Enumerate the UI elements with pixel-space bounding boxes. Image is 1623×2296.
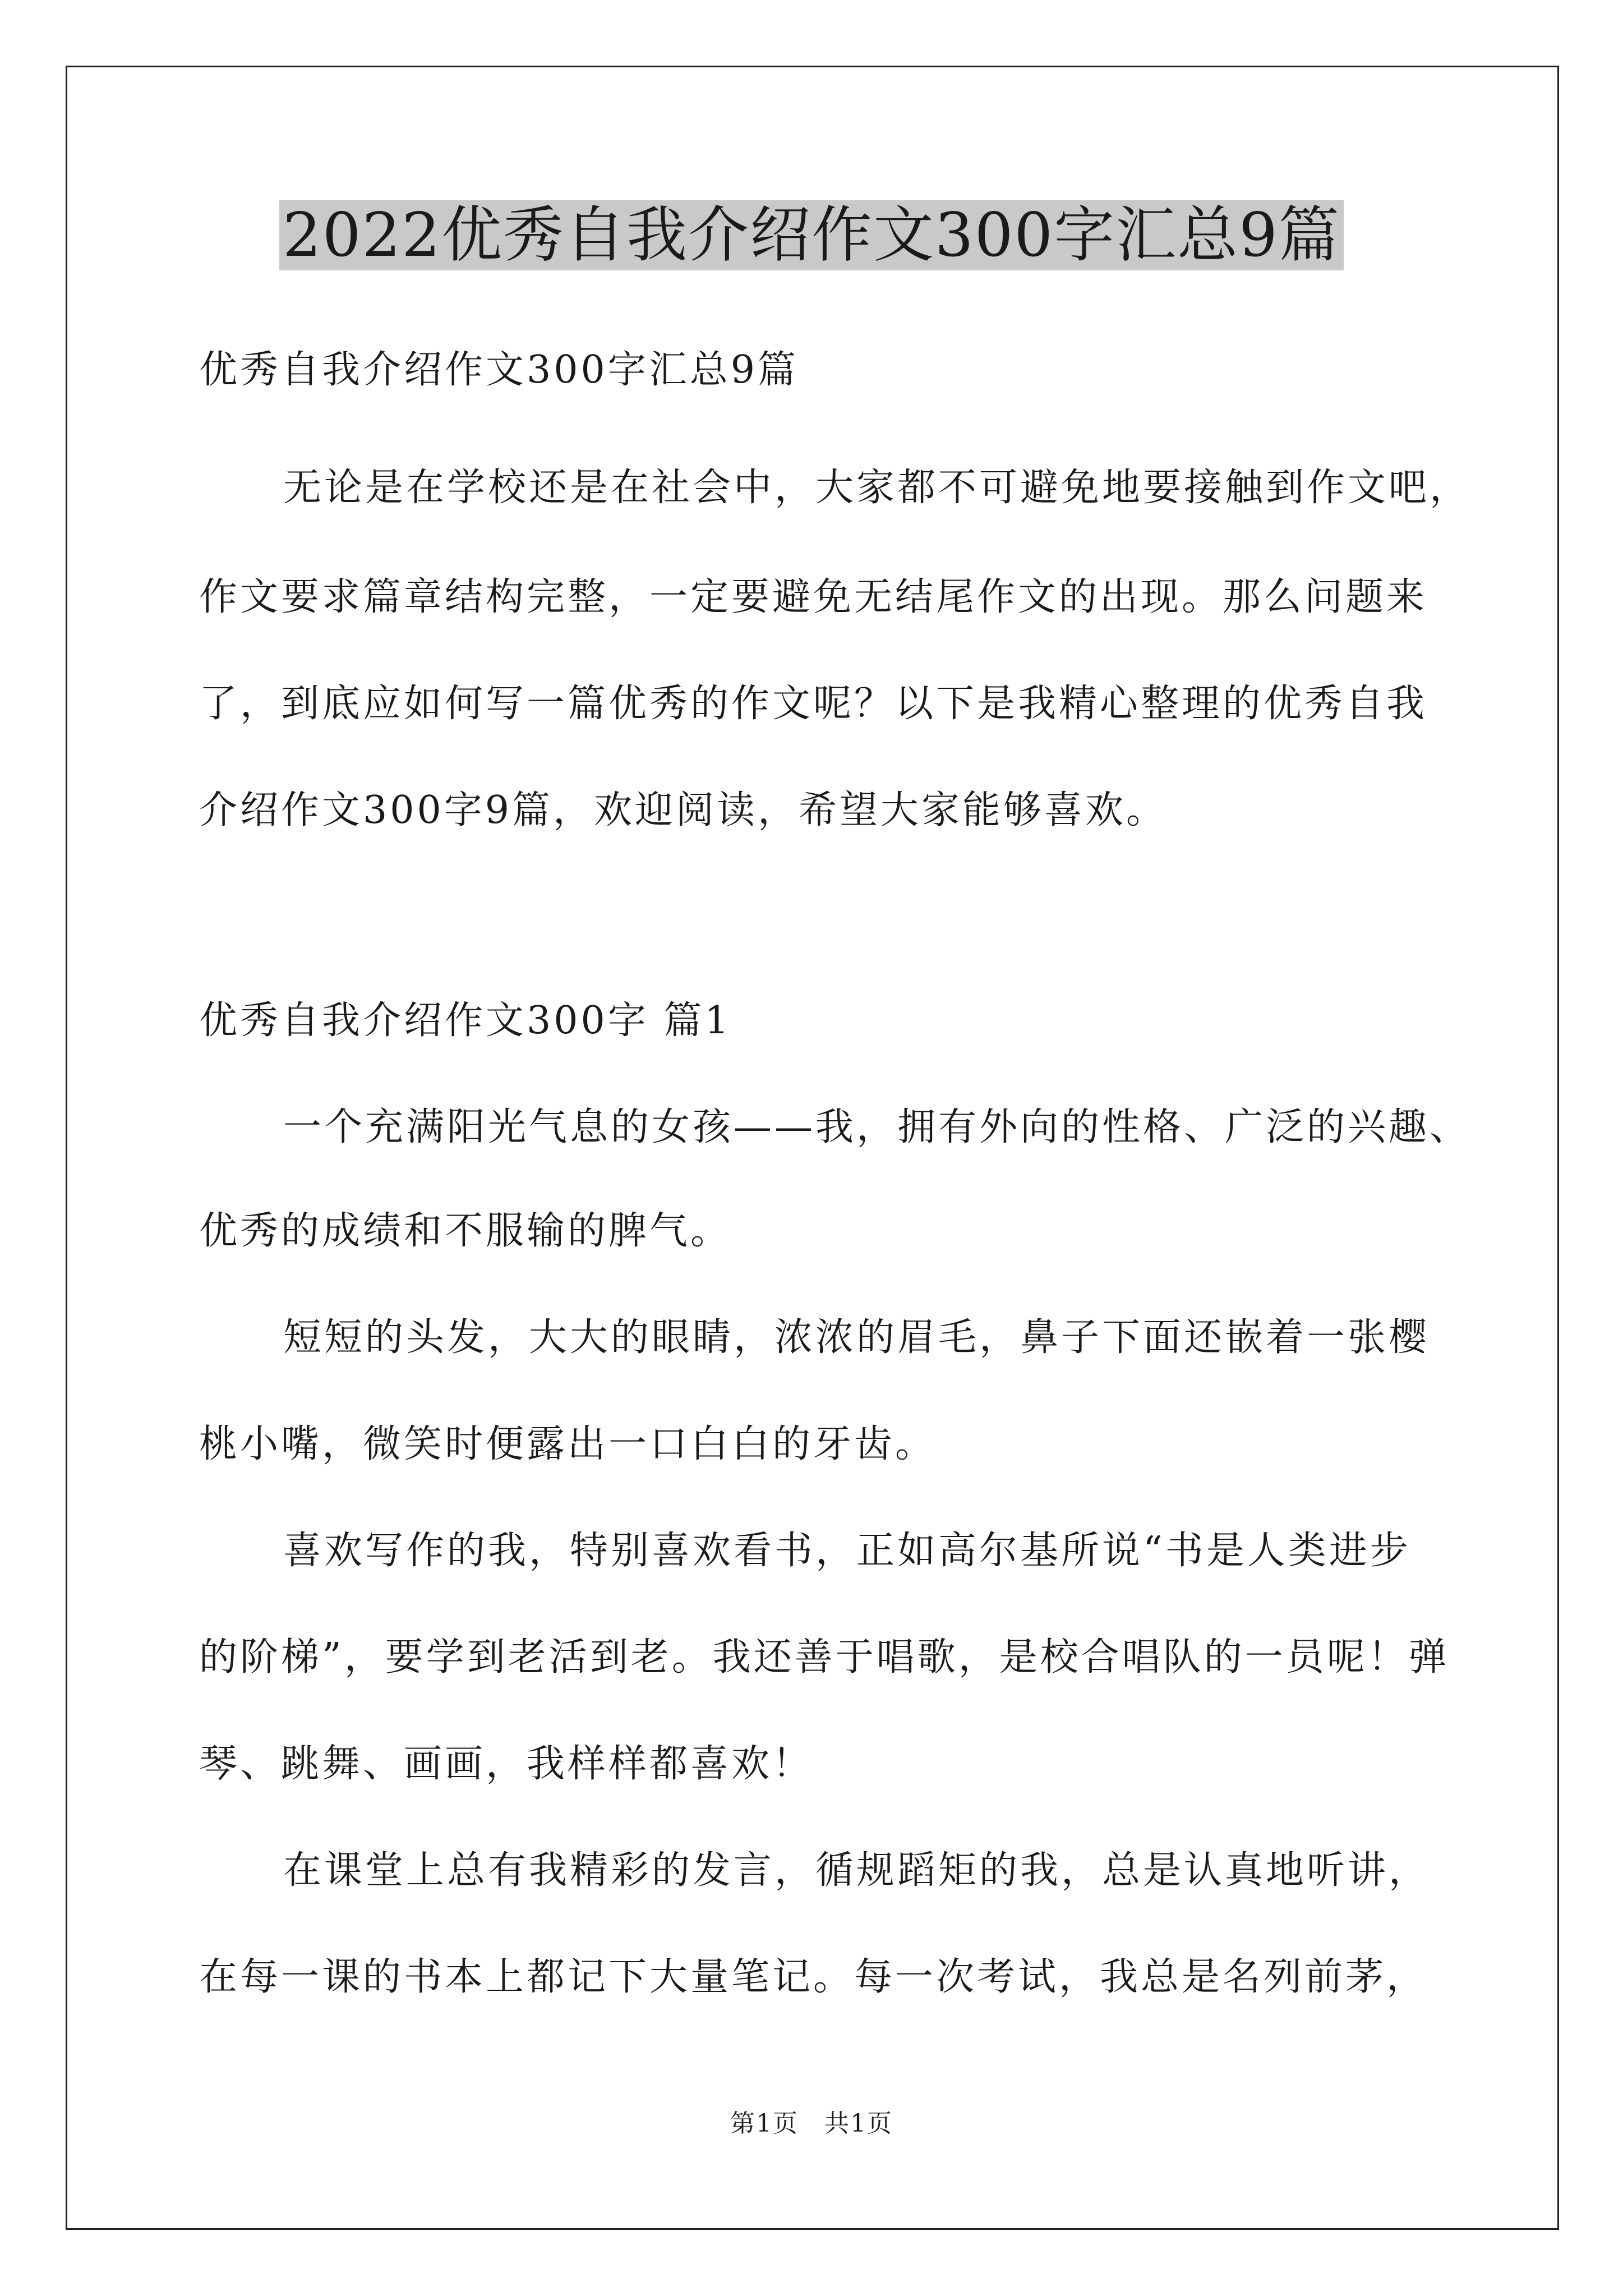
page-footer: 第1页 共1页 <box>730 2109 893 2138</box>
body-line: 琴、跳舞、画画，我样样都喜欢！ <box>199 1742 814 1786</box>
body-line: 的阶梯”，要学到老活到老。我还善于唱歌，是校合唱队的一员呢！弹 <box>199 1635 1450 1680</box>
intro-line: 无论是在学校还是在社会中，大家都不可避免地要接触到作文吧， <box>283 466 1471 510</box>
document-title <box>0 194 1623 278</box>
body-line: 喜欢写作的我，特别喜欢看书，正如高尔基所说“书是人类进步 <box>283 1529 1411 1573</box>
body-line: 在课堂上总有我精彩的发言，循规蹈矩的我，总是认真地听讲， <box>283 1848 1430 1893</box>
intro-line: 了，到底应如何写一篇优秀的作文呢？以下是我精心整理的优秀自我 <box>199 682 1428 726</box>
body-line: 优秀的成绩和不服输的脾气。 <box>199 1209 732 1253</box>
section-heading: 优秀自我介绍作文300字 篇1 <box>199 999 732 1043</box>
body-line: 一个充满阳光气息的女孩——我，拥有外向的性格、广泛的兴趣、 <box>283 1105 1471 1149</box>
body-line: 桃小嘴，微笑时便露出一口白白的牙齿。 <box>199 1422 937 1466</box>
document-title-text: 2022优秀自我介绍作文300字汇总9篇 <box>279 200 1344 270</box>
body-line: 在每一课的书本上都记下大量笔记。每一次考试，我总是名列前茅， <box>199 1955 1428 1999</box>
document-subtitle: 优秀自我介绍作文300字汇总9篇 <box>199 348 799 392</box>
body-line: 短短的头发，大大的眼睛，浓浓的眉毛，鼻子下面还嵌着一张樱 <box>283 1315 1430 1360</box>
intro-line: 介绍作文300字9篇，欢迎阅读，希望大家能够喜欢。 <box>199 788 1168 832</box>
intro-line: 作文要求篇章结构完整，一定要避免无结尾作文的出现。那么问题来 <box>199 575 1428 619</box>
